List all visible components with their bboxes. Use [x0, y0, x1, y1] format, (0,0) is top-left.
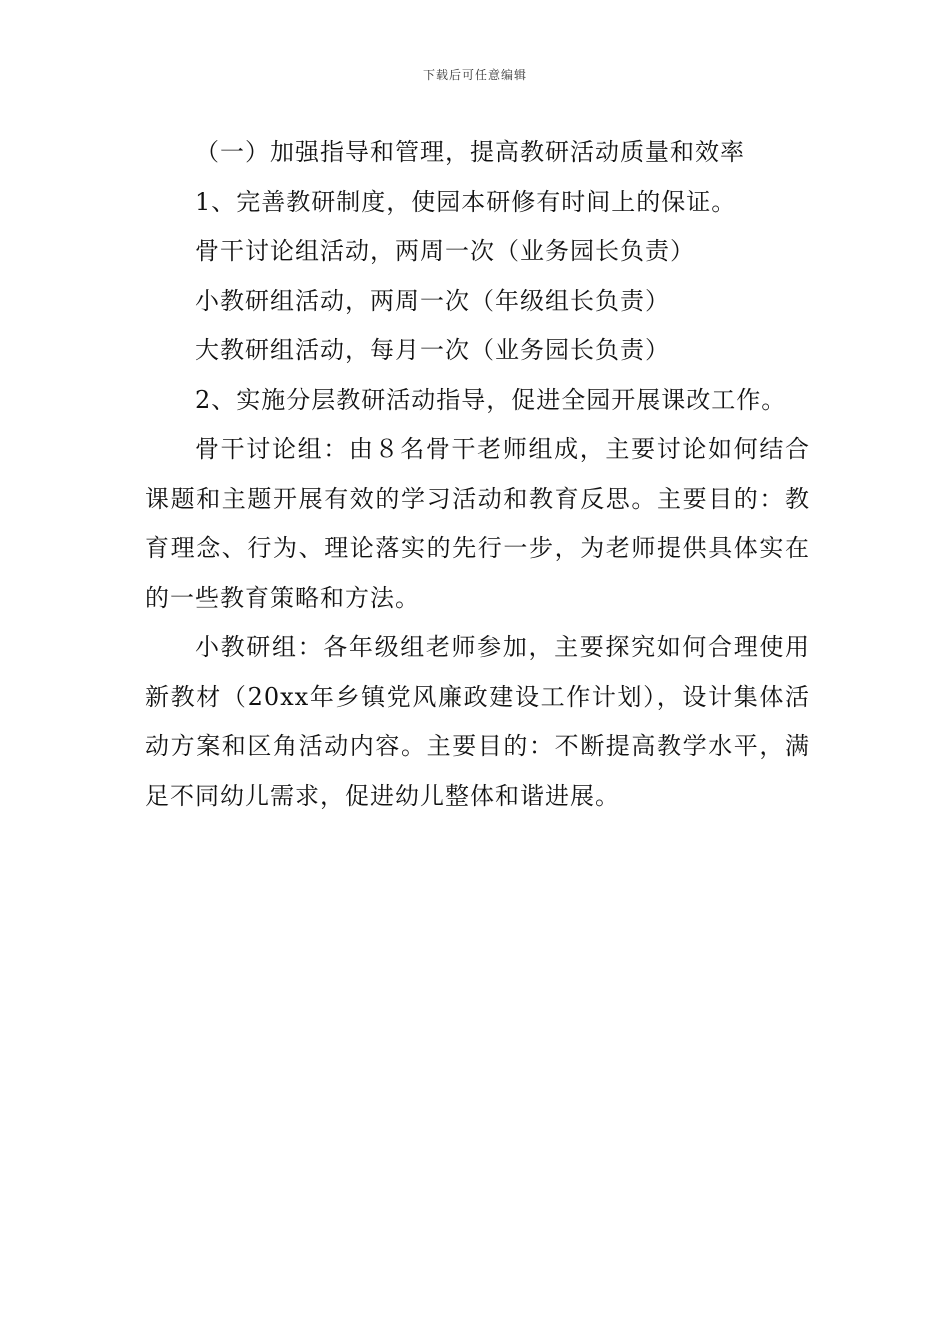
item-1-title: 1、完善教研制度，使园本研修有时间上的保证。	[195, 187, 737, 216]
paragraph-small-group: 小教研组：各年级组老师参加，主要探究如何合理使用新教材（20xx年乡镇党风廉政建设工作计划），设计集体活动方案和区角活动内容。主要目的：不断提高教学水平，满足不同幼儿需求，促进幼儿整体和谐进展。	[145, 633, 810, 810]
schedule-large-group: 大教研组活动，每月一次（业务园长负责）	[195, 336, 670, 364]
page-header-note: 下载后可任意编辑	[422, 68, 527, 82]
section-heading: （一）加强指导和管理，提高教研活动质量和效率	[195, 138, 745, 166]
paragraph-core-group: 骨干讨论组：由８名骨干老师组成，主要讨论如何结合课题和主题开展有效的学习活动和教育反思。主要目的：教育理念、行为、理论落实的先行一步，为老师提供具体实在的一些教育策略和方法。	[145, 435, 810, 612]
schedule-small-group: 小教研组活动，两周一次（年级组长负责）	[195, 286, 670, 315]
item-2-title: 2、实施分层教研活动指导，促进全园开展课改工作。	[195, 385, 787, 414]
document-body	[145, 128, 810, 821]
schedule-core-group: 骨干讨论组活动，两周一次（业务园长负责）	[195, 237, 695, 265]
